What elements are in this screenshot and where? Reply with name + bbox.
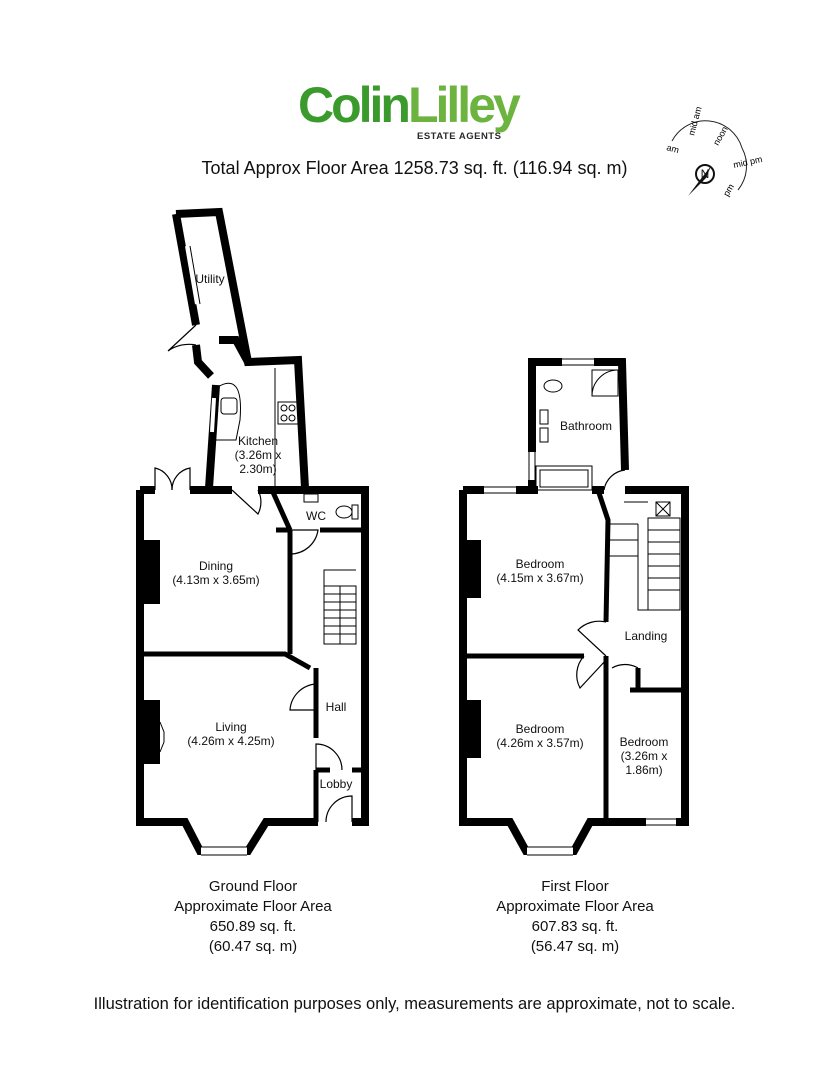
ground-floor-sqm: (60.47 sq. m) [208,938,298,955]
first-floor-subtitle: Approximate Floor Area [496,898,654,915]
first-floor-plan [463,359,685,855]
kitchen-label: Kitchen [237,434,279,448]
compass-label-mid-am: mid am [686,105,704,137]
compass-label-mid-pm: mid pm [732,154,764,170]
hall-label: Hall [325,700,347,714]
bedroom3-label: Bedroom [619,735,669,749]
first-floor-sqm: (56.47 sq. m) [530,938,620,955]
compass-north-label: N [700,167,710,181]
compass-icon [665,105,763,198]
landing-label: Landing [624,629,668,643]
bedroom2-label: Bedroom [515,722,565,736]
wc-label: WC [306,509,326,523]
logo-tagline: ESTATE AGENTS [417,131,502,142]
utility-label: Utility [195,272,225,286]
first-floor-title: First Floor [541,878,609,895]
first-floor-labels [496,419,668,777]
bedroom2-dimensions: (4.26m x 3.57m) [496,736,584,750]
compass-label-pm: pm [721,182,736,198]
kitchen-dim-2: 2.30m) [239,462,277,476]
total-floor-area: Total Approx Floor Area 1258.73 sq. ft. (116.94 sq. m) [201,158,628,178]
dining-label: Dining [198,559,234,573]
kitchen-dim-1: (3.26m x [234,448,282,462]
compass-label-noon: noon [711,124,730,147]
ground-floor-plan [140,212,365,855]
ground-floor-sqft: 650.89 sq. ft. [209,918,297,935]
lobby-label: Lobby [319,777,353,791]
dining-dimensions: (4.13m x 3.65m) [172,573,260,587]
bedroom3-dim-2: 1.86m) [625,763,663,777]
logo-lilley-text: Lilley [407,77,518,133]
bedroom3-dim-1: (3.26m x [620,749,668,763]
ground-floor-subtitle: Approximate Floor Area [174,898,332,915]
disclaimer-text: Illustration for identification purposes only, measurements are approximate, not to scale. [93,995,736,1013]
bathroom-label: Bathroom [559,419,613,433]
logo-colin-text: Colin [298,77,408,133]
compass-label-am: am [665,142,681,156]
ground-floor-caption [143,877,363,957]
first-floor-sqft: 607.83 sq. ft. [531,918,619,935]
ground-floor-title: Ground Floor [208,878,298,895]
living-label: Living [215,720,247,734]
bedroom1-dimensions: (4.15m x 3.67m) [496,571,584,585]
living-dimensions: (4.26m x 4.25m) [187,734,275,748]
first-floor-caption [465,877,685,957]
bedroom1-label: Bedroom [515,557,565,571]
